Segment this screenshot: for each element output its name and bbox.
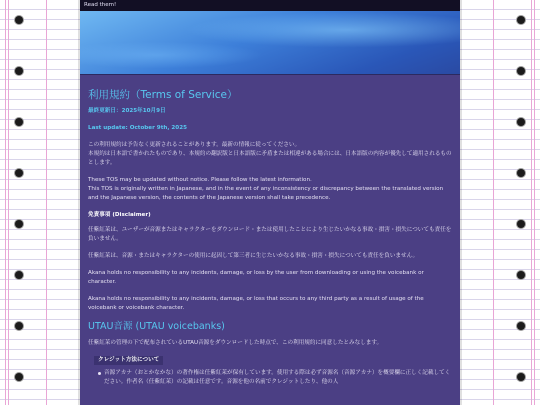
- disclaimer-jp-2: 任紫紅茉は、音源・またはキャラクターの使用に起因して第三者に生じたいかなる事故・損害・損失についても責任を負いません。: [88, 253, 419, 259]
- main-column: [80, 0, 460, 405]
- intro-jp-line-1: この利用規約は予告なく更新されることがあります。最新の情報に従ってください。: [88, 142, 301, 148]
- margin-line-right-2: [531, 0, 532, 405]
- intro-en-line-2: This TOS is originally written in Japanese, and in the event of any inconsistency or discrepancy between the translated version and the Japanese version, the contents of the Japanese version shall take precedence.: [88, 186, 444, 201]
- top-bar-text: Read them!: [84, 2, 117, 8]
- disclaimer-jp-1: 任紫紅茉は、ユーザーが音源またはキャラクターをダウンロード・または使用したことにより生じたいかなる事故・損害・損失についても責任を負いません。: [88, 227, 452, 242]
- binder-hole: [517, 271, 525, 279]
- margin-line-left-1: [5, 0, 6, 405]
- tos-title: 利用規約（Terms of Service）: [88, 89, 238, 101]
- disclaimer-en-2: Akana holds no responsibility to any incidents, damage, or loss that occurs to any third party as a result of usage of the voicebank or voicebank character.: [88, 296, 424, 311]
- margin-line-right-3: [534, 0, 535, 405]
- margin-line-right-1: [493, 0, 494, 405]
- binder-hole: [517, 169, 525, 177]
- binder-hole: [517, 118, 525, 126]
- binder-hole: [517, 322, 525, 330]
- binder-hole: [517, 16, 525, 24]
- binder-hole: [15, 373, 23, 381]
- credit-list-item: 音源アカナ（おとかなかな）の著作権は任紫紅茉が保有しています。使用する際は必ず音源名（音源アカナ）を概要欄に正しく記載してください。作者名（任紫紅茉）の記載は任意です。音源を他の名前でクレジットしたり、他の人: [98, 369, 452, 387]
- binder-hole: [15, 169, 23, 177]
- margin-line-left-2: [8, 0, 9, 405]
- intro-en: [88, 176, 452, 203]
- top-bar: [80, 0, 460, 11]
- header-banner-image: [80, 11, 460, 75]
- binder-hole: [15, 118, 23, 126]
- utau-intro-jp: 任紫紅茉の管理の下で配布されているUTAU音源をダウンロードした時点で、この利用規約に同意したとみなします。: [88, 340, 383, 346]
- margin-line-left-3: [46, 0, 47, 405]
- intro-jp: [88, 141, 452, 168]
- disclaimer-heading: 免責事項 (Disclaimer): [88, 212, 151, 218]
- binder-hole: [517, 67, 525, 75]
- binder-hole: [517, 373, 525, 381]
- binder-hole: [15, 67, 23, 75]
- utau-section-heading: UTAU音源 (UTAU voicebanks): [88, 321, 225, 332]
- binder-hole: [15, 16, 23, 24]
- binder-hole: [15, 271, 23, 279]
- tos-content: [80, 75, 460, 387]
- binder-hole: [15, 220, 23, 228]
- intro-en-line-1: These TOS may be updated without notice. Please follow the latest information.: [88, 177, 312, 183]
- last-update-en: Last update: October 9th, 2025: [88, 125, 187, 131]
- binder-hole: [517, 220, 525, 228]
- credit-method-heading: クレジット方法について: [94, 356, 163, 365]
- column-shadow-right: [460, 0, 462, 405]
- credit-list: [88, 369, 452, 387]
- intro-jp-line-2: 本規約は日本語で書かれたものであり、本規約の翻訳版と日本語版に矛盾または相違がある場合には、日本語版の内容が優先して適用されるものとします。: [88, 151, 452, 166]
- binder-hole: [15, 322, 23, 330]
- disclaimer-en-1: Akana holds no responsibility to any incidents, damage, or loss by the user from downloading or using the voicebank or character.: [88, 270, 424, 285]
- last-update-jp: 最終更新日：2025年10月9日: [88, 108, 166, 114]
